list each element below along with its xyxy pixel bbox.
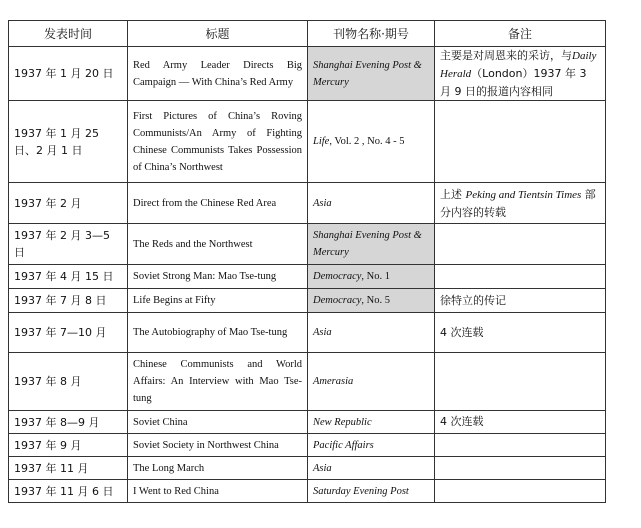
cell-title: Red Army Leader Directs Big Campaign — With China’s Red Army [128, 47, 308, 101]
cell-title: Soviet Strong Man: Mao Tse-tung [128, 265, 308, 289]
note-text: 徐特立的传记 [440, 293, 506, 307]
note-text-rest: 部分内容的转载 [440, 187, 596, 219]
table-row [9, 101, 606, 183]
cell-title: The Long March [128, 457, 308, 480]
cell-note [435, 265, 606, 289]
note-text: 主要是对周恩来的采访，与 [440, 49, 572, 62]
table-row [9, 457, 606, 480]
cell-title: I Went to Red China [128, 480, 308, 503]
header-journal: 刊物名称·期号 [308, 21, 435, 47]
note-text: 上述 [440, 187, 466, 201]
journal-name: Shanghai Evening Post & Mercury [313, 59, 422, 88]
journal-issue: , Vol. 2 , No. 4 - 5 [329, 136, 405, 147]
cell-date: 1937 年 8 月 [9, 353, 128, 411]
cell-journal [308, 101, 435, 183]
cell-journal [308, 224, 435, 265]
header-note: 备注 [435, 21, 606, 47]
note-source: Peking and Tientsin Times [465, 188, 582, 201]
note-source: Daily Herald [440, 50, 597, 80]
cell-journal [308, 353, 435, 411]
cell-date: 1937 年 2 月 3—5 日 [9, 224, 128, 265]
cell-note [435, 411, 606, 434]
cell-title: First Pictures of China’s Roving Communists/An Army of Fighting Chinese Communists Takes Possession of China’s Northwest [128, 101, 308, 183]
cell-note [435, 313, 606, 353]
journal-name: Democracy [313, 271, 362, 282]
table-row [9, 265, 606, 289]
cell-date: 1937 年 8—9 月 [9, 411, 128, 434]
table-row [9, 353, 606, 411]
cell-title: Direct from the Chinese Red Area [128, 183, 308, 224]
cell-date: 1937 年 11 月 6 日 [9, 480, 128, 503]
cell-note [435, 289, 606, 313]
note-text: 4 次连载 [440, 415, 484, 428]
journal-name: Asia [313, 462, 332, 474]
cell-journal [308, 47, 435, 101]
cell-date: 1937 年 1 月 25 日、2 月 1 日 [9, 101, 128, 183]
journal-name: Life [313, 136, 330, 147]
cell-journal [308, 313, 435, 353]
cell-date: 1937 年 11 月 [9, 457, 128, 480]
cell-date: 1937 年 9 月 [9, 434, 128, 457]
table-row [9, 411, 606, 434]
cell-date: 1937 年 2 月 [9, 183, 128, 224]
journal-issue: , No. 1 [361, 271, 390, 282]
cell-note [435, 434, 606, 457]
cell-note [435, 224, 606, 265]
table-row [9, 289, 606, 313]
journal-name: Saturday Evening Post [313, 485, 409, 497]
journal-name: Democracy [313, 295, 362, 306]
table-row [9, 47, 606, 101]
table-row [9, 224, 606, 265]
cell-title: The Reds and the Northwest [128, 224, 308, 265]
cell-title: The Autobiography of Mao Tse-tung [128, 313, 308, 353]
cell-note [435, 101, 606, 183]
table-row [9, 183, 606, 224]
table-row [9, 434, 606, 457]
cell-note [435, 457, 606, 480]
cell-date: 1937 年 7 月 8 日 [9, 289, 128, 313]
cell-title: Soviet Society in Northwest China [128, 434, 308, 457]
cell-journal [308, 183, 435, 224]
table-header-row [9, 21, 606, 47]
cell-title: Chinese Communists and World Affairs: An Interview with Mao Tse-tung [128, 353, 308, 411]
cell-title: Life Begins at Fifty [128, 289, 308, 313]
note-text-rest: （London）1937 年 3 月 9 日的报道内容相同 [440, 67, 587, 98]
cell-journal [308, 457, 435, 480]
journal-name: New Republic [313, 416, 372, 428]
journal-name: Pacific Affairs [313, 439, 374, 451]
cell-note [435, 183, 606, 224]
publication-table [8, 20, 606, 503]
cell-date: 1937 年 4 月 15 日 [9, 265, 128, 289]
note-text: 4 次连载 [440, 325, 484, 339]
cell-date: 1937 年 1 月 20 日 [9, 47, 128, 101]
cell-journal [308, 434, 435, 457]
cell-journal [308, 480, 435, 503]
publication-table-container [8, 20, 606, 503]
table-row [9, 313, 606, 353]
cell-date: 1937 年 7—10 月 [9, 313, 128, 353]
journal-issue: , No. 5 [361, 295, 390, 306]
journal-name: Asia [313, 327, 332, 338]
table-body [9, 47, 606, 503]
cell-note [435, 353, 606, 411]
header-date: 发表时间 [9, 21, 128, 47]
cell-journal [308, 265, 435, 289]
cell-note [435, 47, 606, 101]
cell-title: Soviet China [128, 411, 308, 434]
journal-name: Asia [313, 197, 332, 209]
journal-name: Amerasia [313, 376, 354, 387]
cell-note [435, 480, 606, 503]
cell-journal [308, 289, 435, 313]
cell-journal [308, 411, 435, 434]
header-title: 标题 [128, 21, 308, 47]
table-row [9, 480, 606, 503]
journal-name: Shanghai Evening Post & Mercury [313, 230, 422, 258]
